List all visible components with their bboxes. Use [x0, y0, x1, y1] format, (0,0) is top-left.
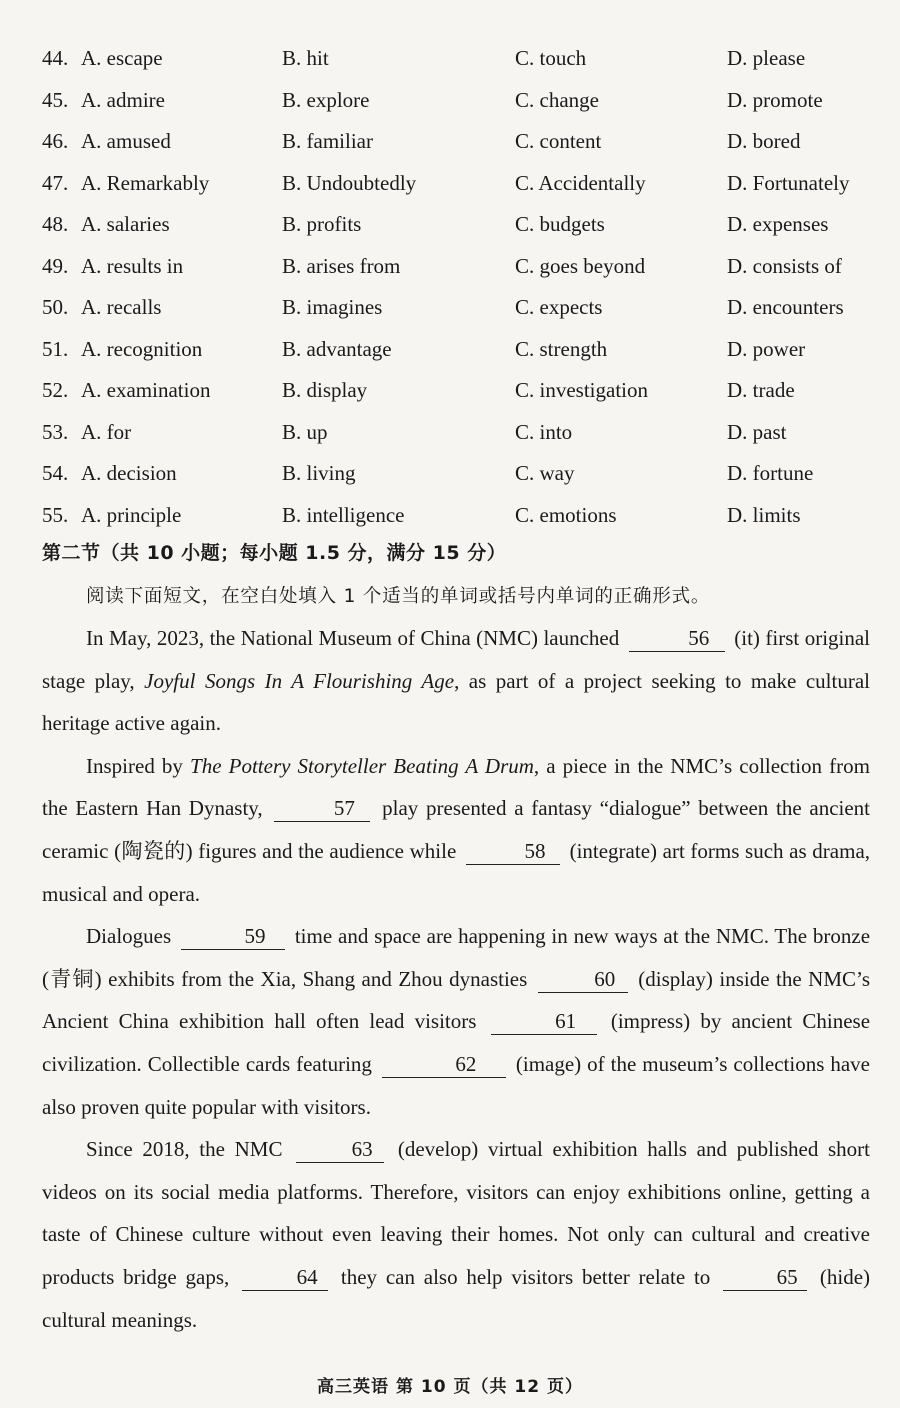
- option-c[interactable]: C. goes beyond: [515, 253, 646, 278]
- option-d[interactable]: D. trade: [727, 378, 795, 402]
- option-a[interactable]: A. examination: [81, 378, 211, 402]
- section-title: 第二节（共 10 小题；每小题 1.5 分，满分 15 分）: [42, 542, 507, 564]
- question-row: [42, 82, 872, 124]
- question-number: 50.: [42, 295, 69, 319]
- option-b[interactable]: B. living: [282, 461, 356, 485]
- option-d[interactable]: D. Fortunately: [727, 170, 850, 195]
- paragraph-3: Dialogues 59 time and space are happening in new ways at the NMC. The bronze (青铜) exhibits from the Xia, Shang and Zhou dynasties 60 (display) inside the NMC’s Ancient China exhibition hall often lead visitors 61 (impress) by ancient Chinese civilization. Collectible cards featuring 62 (image) of the museum’s collections have also proven quite popular with visitors.: [42, 924, 871, 1119]
- option-a[interactable]: A. salaries: [81, 212, 170, 236]
- question-row: [42, 289, 872, 331]
- instruction-text: 阅读下面短文，在空白处填入 1 个适当的单词或括号内单词的正确形式。: [86, 586, 711, 607]
- option-b[interactable]: B. arises from: [282, 253, 401, 278]
- option-a[interactable]: A. escape: [81, 46, 163, 70]
- option-d[interactable]: D. please: [727, 46, 806, 70]
- question-row: [42, 497, 872, 539]
- option-list: [42, 40, 872, 538]
- option-d[interactable]: D. expenses: [727, 212, 829, 236]
- question-row: [42, 123, 872, 165]
- paragraph-4: Since 2018, the NMC 63 (develop) virtual exhibition halls and published short videos on its social media platforms. Therefore, visitors can enjoy exhibitions online, getting a taste of Chinese culture without even leaving their homes. Not only can cultural and creative products bridge gaps, 64 they can also help visitors better relate to 65 (hide) cultural meanings.: [42, 1137, 871, 1332]
- option-c[interactable]: C. emotions: [515, 502, 617, 527]
- blank-62[interactable]: 62: [382, 1051, 506, 1078]
- question-row: [42, 248, 872, 290]
- option-c[interactable]: C. change: [515, 87, 599, 112]
- option-b[interactable]: B. Undoubtedly: [282, 170, 417, 195]
- option-c[interactable]: C. strength: [515, 336, 608, 361]
- play-title: Joyful Songs In A Flourishing Age: [144, 668, 455, 693]
- question-number: 48.: [42, 212, 69, 236]
- question-number: 44.: [42, 46, 69, 70]
- option-a[interactable]: A. recognition: [81, 336, 203, 361]
- option-d[interactable]: D. consists of: [727, 253, 842, 278]
- question-number: 54.: [42, 461, 69, 485]
- option-c[interactable]: C. touch: [515, 46, 587, 70]
- question-number: 47.: [42, 170, 69, 195]
- blank-64[interactable]: 64: [242, 1264, 328, 1291]
- blank-58[interactable]: 58: [466, 838, 560, 865]
- paragraph-1: In May, 2023, the National Museum of China (NMC) launched 56 (it) first original stage play, Joyful Songs In A Flourishing Age, as part of a project seeking to make cultural heritage active again.: [42, 626, 871, 736]
- blank-56[interactable]: 56: [629, 625, 725, 652]
- question-number: 49.: [42, 253, 69, 278]
- blank-59[interactable]: 59: [181, 923, 285, 950]
- option-a[interactable]: A. recalls: [81, 295, 162, 319]
- option-b[interactable]: B. hit: [282, 46, 329, 70]
- option-c[interactable]: C. investigation: [515, 378, 648, 402]
- question-row: [42, 165, 872, 207]
- option-d[interactable]: D. power: [727, 336, 806, 361]
- option-c[interactable]: C. expects: [515, 295, 603, 319]
- blank-57[interactable]: 57: [274, 795, 370, 822]
- option-b[interactable]: B. up: [282, 419, 328, 444]
- option-b[interactable]: B. advantage: [282, 336, 392, 361]
- blank-65[interactable]: 65: [723, 1264, 807, 1291]
- option-c[interactable]: C. Accidentally: [515, 170, 646, 195]
- option-b[interactable]: B. familiar: [282, 129, 373, 153]
- option-d[interactable]: D. promote: [727, 87, 823, 112]
- option-a[interactable]: A. results in: [81, 253, 184, 278]
- question-number: 45.: [42, 87, 69, 112]
- option-d[interactable]: D. limits: [727, 502, 801, 527]
- question-number: 51.: [42, 336, 69, 361]
- option-c[interactable]: C. way: [515, 461, 575, 485]
- option-b[interactable]: B. imagines: [282, 295, 383, 319]
- question-number: 53.: [42, 419, 69, 444]
- option-c[interactable]: C. into: [515, 419, 573, 444]
- option-d[interactable]: D. encounters: [727, 295, 844, 319]
- question-number: 46.: [42, 129, 69, 153]
- question-row: [42, 206, 872, 248]
- question-row: [42, 455, 872, 497]
- option-a[interactable]: A. admire: [81, 87, 165, 112]
- option-d[interactable]: D. past: [727, 419, 787, 444]
- paragraph-2: Inspired by The Pottery Storyteller Beating A Drum, a piece in the NMC’s collection from the Eastern Han Dynasty, 57 play presented a fantasy “dialogue” between the ancient ceramic (陶瓷的) figures and the audience while 58 (integrate) art forms such as drama, musical and opera.: [42, 753, 871, 906]
- question-row: [42, 372, 872, 414]
- question-number: 55.: [42, 502, 69, 527]
- option-c[interactable]: C. content: [515, 129, 602, 153]
- option-d[interactable]: D. fortune: [727, 461, 814, 485]
- option-a[interactable]: A. amused: [81, 129, 171, 153]
- blank-60[interactable]: 60: [538, 966, 628, 993]
- artifact-title: The Pottery Storyteller Beating A Drum: [190, 753, 534, 778]
- option-b[interactable]: B. display: [282, 378, 368, 402]
- option-a[interactable]: A. decision: [81, 461, 177, 485]
- option-a[interactable]: A. principle: [81, 502, 182, 527]
- question-row: [42, 414, 872, 456]
- option-b[interactable]: B. explore: [282, 87, 370, 112]
- option-c[interactable]: C. budgets: [515, 212, 605, 236]
- option-a[interactable]: A. for: [81, 419, 132, 444]
- passage: [42, 617, 870, 1341]
- option-b[interactable]: B. profits: [282, 212, 362, 236]
- question-row: [42, 40, 872, 82]
- question-number: 52.: [42, 378, 69, 402]
- option-b[interactable]: B. intelligence: [282, 502, 405, 527]
- option-a[interactable]: A. Remarkably: [81, 170, 210, 195]
- page-footer: 高三英语 第 10 页（共 12 页）: [317, 1377, 583, 1397]
- blank-63[interactable]: 63: [296, 1136, 384, 1163]
- question-row: [42, 331, 872, 373]
- blank-61[interactable]: 61: [491, 1008, 597, 1035]
- option-d[interactable]: D. bored: [727, 129, 801, 153]
